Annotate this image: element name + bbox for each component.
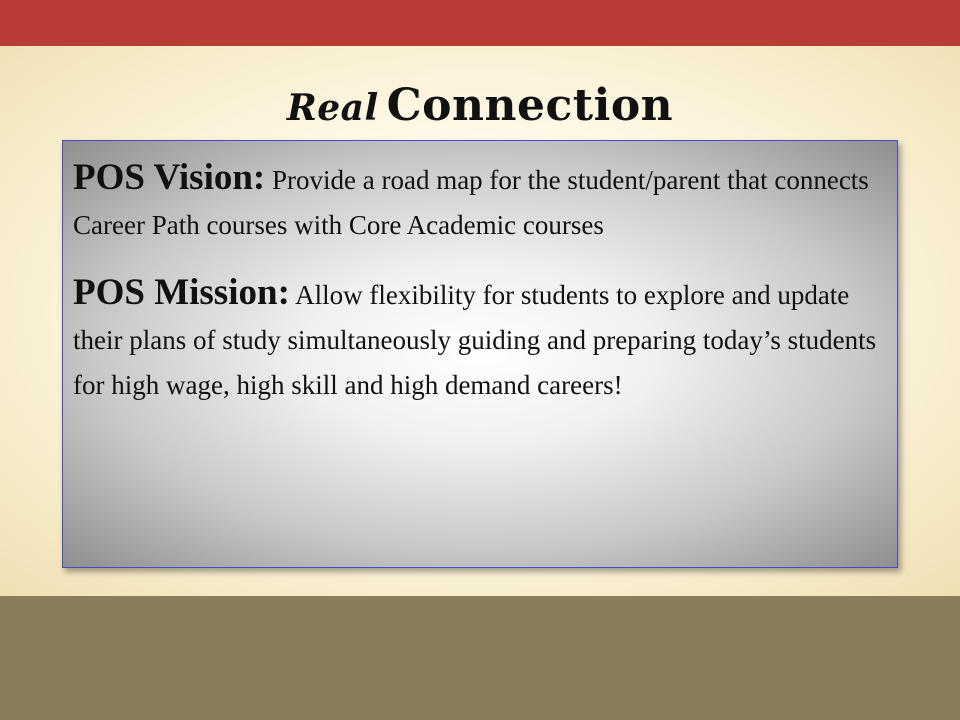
content-box [62, 140, 898, 568]
vision-heading: POS Vision: [73, 157, 266, 198]
mission-heading: POS Mission: [73, 272, 290, 313]
vision-text: Provide a road map for the student/parent that connects Career Path courses with Core Academic courses [73, 165, 869, 240]
mission-text: Allow flexibility for students to explore and update their plans of study simultaneously guiding and preparing today’s students for high wage, high skill and high demand careers! [73, 280, 877, 400]
title-real-word: Real [286, 87, 379, 129]
vision-paragraph [73, 155, 887, 248]
slide-title [0, 80, 960, 131]
bottom-footer-band [0, 596, 960, 720]
mission-paragraph [73, 270, 887, 408]
title-connection-word: Connection [386, 80, 674, 131]
top-accent-bar [0, 0, 960, 46]
